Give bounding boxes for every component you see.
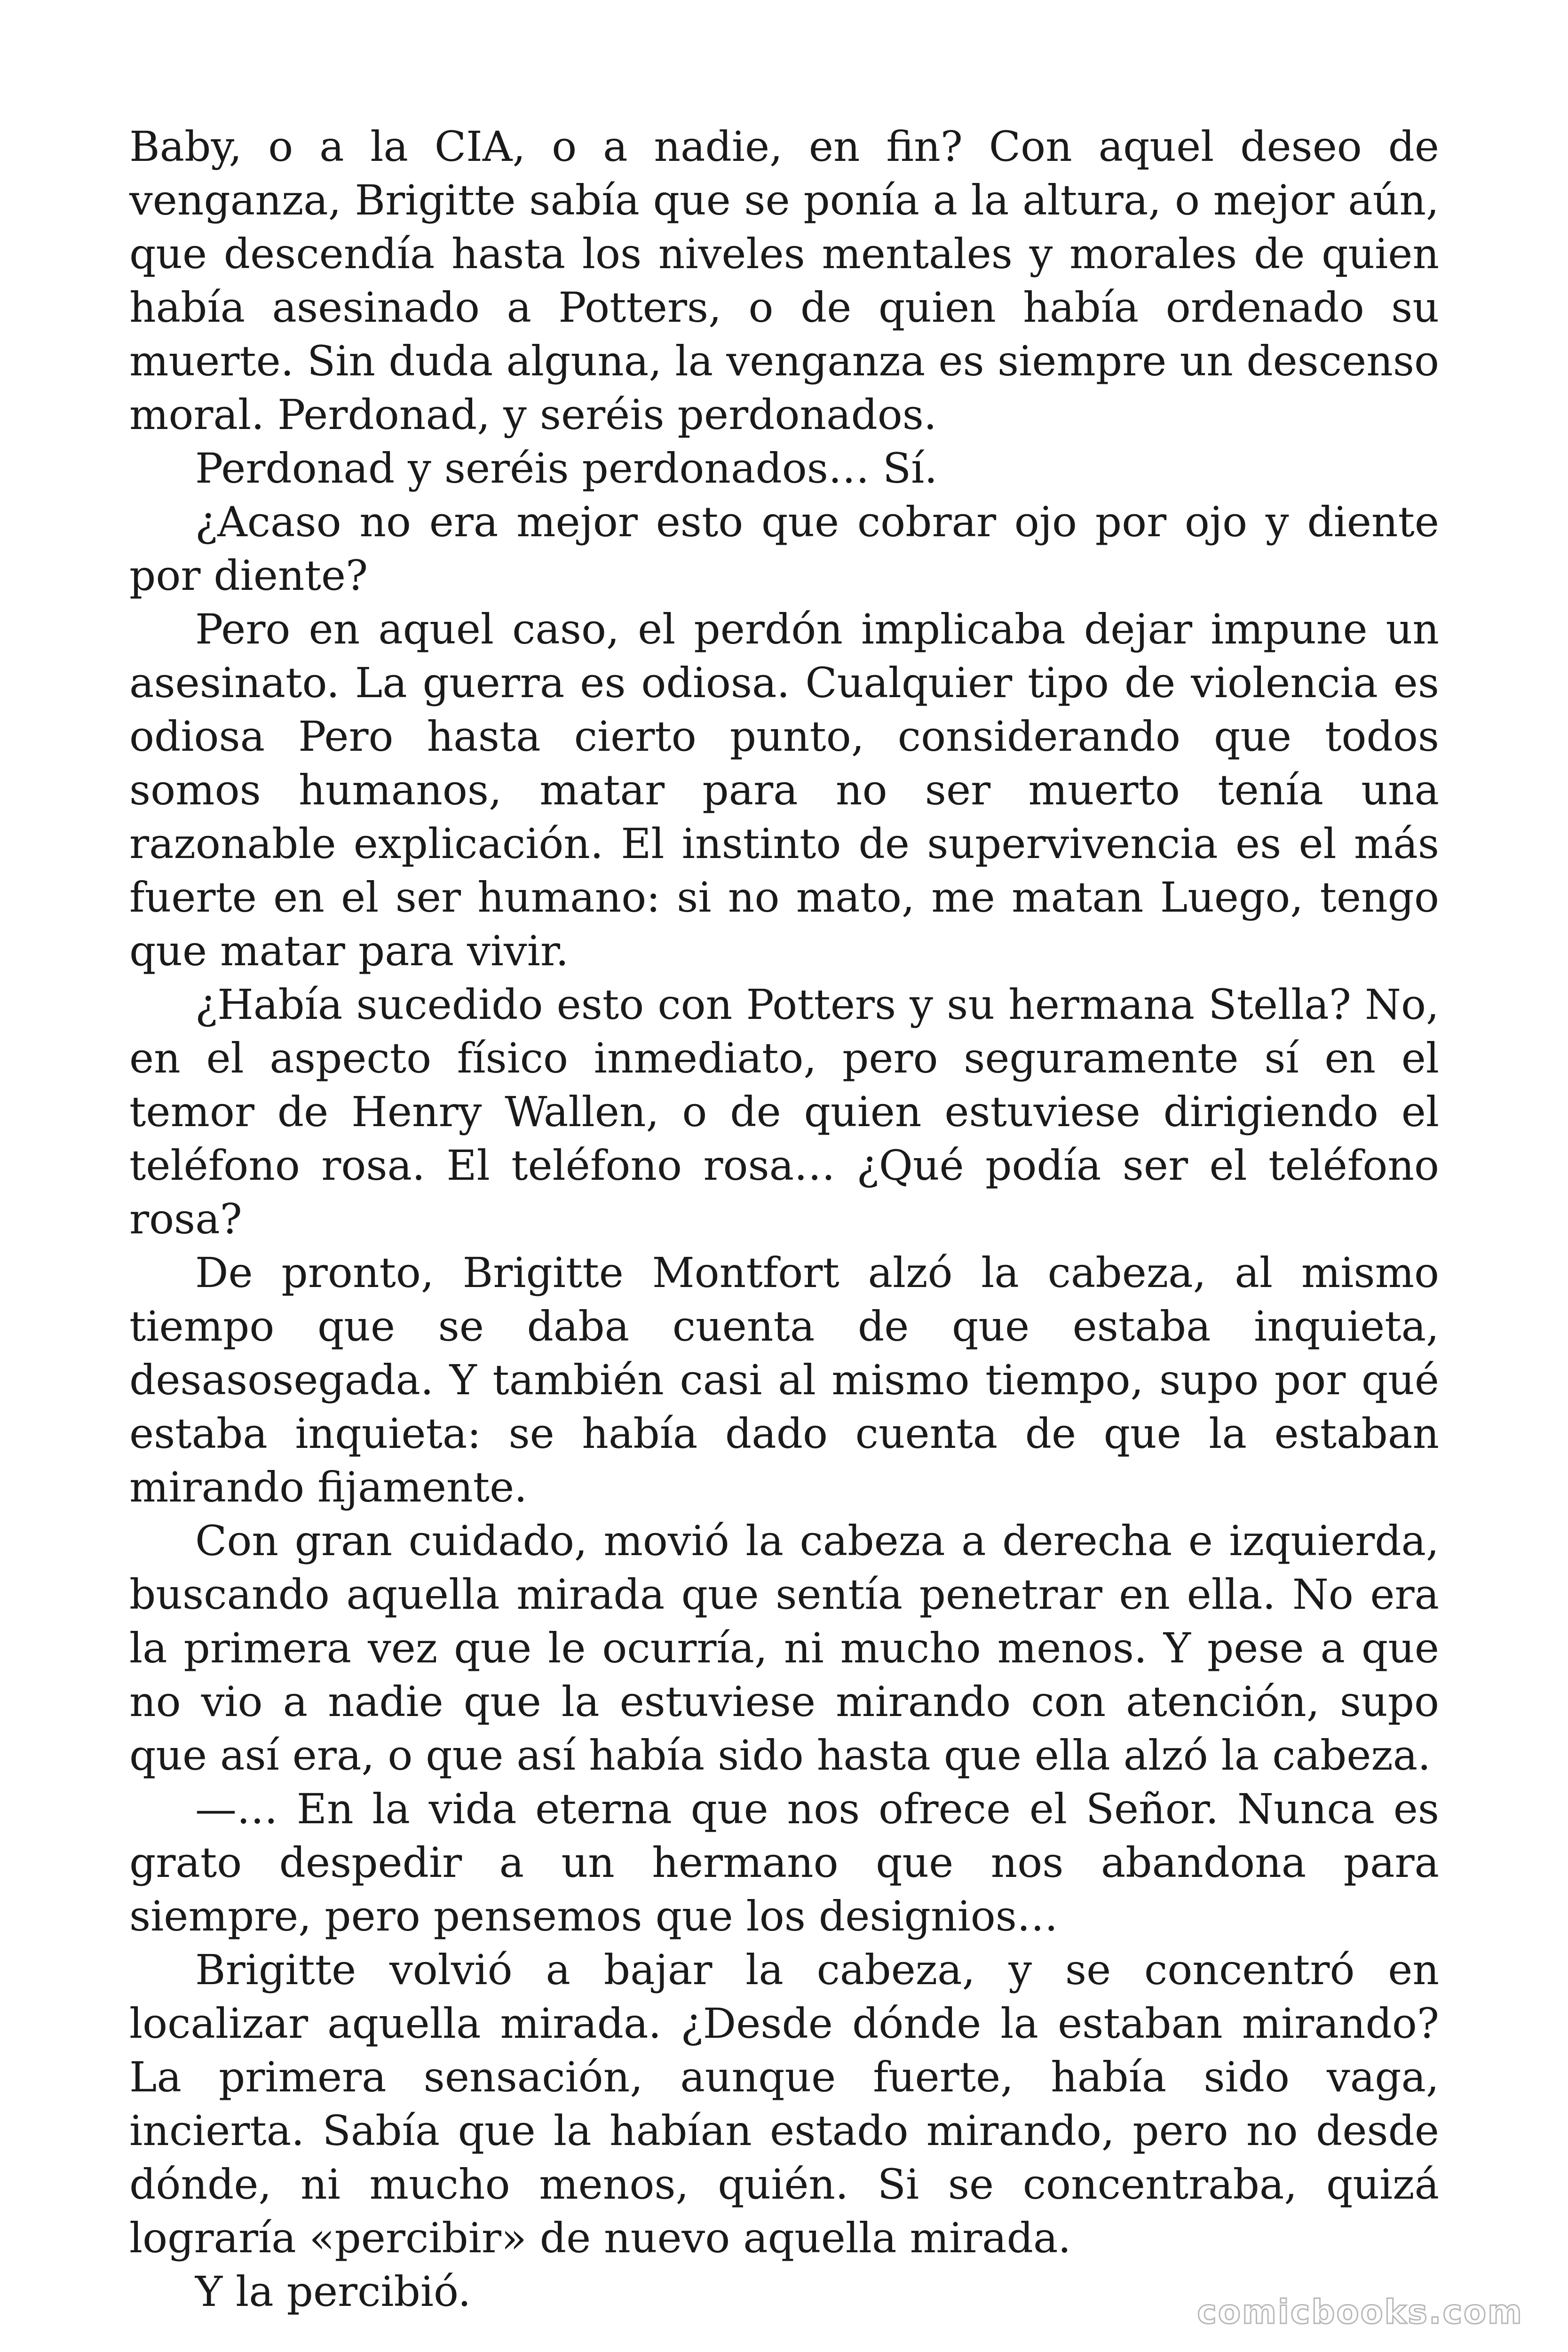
paragraph-4: Pero en aquel caso, el perdón implicaba dejar impune un asesinato. La guerra es odiosa. Cualquier tipo de violencia es odiosa Pero hasta cierto punto, considerando que todos somos humanos, matar para no ser muerto tenía una razonable explicación. El instinto de supervivencia es el más fuerte en el ser humano: si no mato, me matan Luego, tengo que matar para vivir.	[129, 605, 1439, 975]
paragraph-3: ¿Acaso no era mejor esto que cobrar ojo por ojo y diente por diente?	[129, 498, 1439, 600]
paragraph-7: Con gran cuidado, movió la cabeza a derecha e izquierda, buscando aquella mirada que sentía penetrar en ella. No era la primera vez que le ocurría, ni mucho menos. Y pese a que no vio a nadie que la estuviese mirando con atención, supo que así era, o que así había sido hasta que ella alzó la cabeza.	[129, 1517, 1439, 1780]
paragraph-10: Y la percibió.	[195, 2267, 471, 2316]
paragraph-1: Baby, o a la CIA, o a nadie, en fin? Con aquel deseo de venganza, Brigitte sabía que se ponía a la altura, o mejor aún, que descendía hasta los niveles mentales y morales de quien había asesinado a Potters, o de quien había ordenado su muerte. Sin duda alguna, la venganza es siempre un descenso moral. Perdonad, y seréis perdonados.	[129, 122, 1439, 439]
paragraph-6: De pronto, Brigitte Montfort alzó la cabeza, al mismo tiempo que se daba cuenta de que estaba inquieta, desasosegada. Y también casi al mismo tiempo, supo por qué estaba inquieta: se había dado cuenta de que la estaban mirando fijamente.	[129, 1248, 1439, 1511]
paragraph-9: Brigitte volvió a bajar la cabeza, y se concentró en localizar aquella mirada. ¿Desde dónde la estaban mirando? La primera sensación, aunque fuerte, había sido vaga, incierta. Sabía que la habían estado mirando, pero no desde dónde, ni mucho menos, quién. Si se concentraba, quizá lograría «percibir» de nuevo aquella mirada.	[129, 1946, 1439, 2262]
paragraph-8: —… En la vida eterna que nos ofrece el Señor. Nunca es grato despedir a un hermano que nos abandona para siempre, pero pensemos que los designios…	[129, 1785, 1439, 1940]
paragraph-5: ¿Había sucedido esto con Potters y su hermana Stella? No, en el aspecto físico inmediato, pero seguramente sí en el temor de Henry Wallen, o de quien estuviese dirigiendo el teléfono rosa. El teléfono rosa… ¿Qué podía ser el teléfono rosa?	[129, 980, 1439, 1243]
page-body	[129, 120, 1439, 2319]
paragraph-2: Perdonad y seréis perdonados… Sí.	[195, 444, 938, 493]
watermark: comicbooks.com	[1197, 2293, 1523, 2331]
